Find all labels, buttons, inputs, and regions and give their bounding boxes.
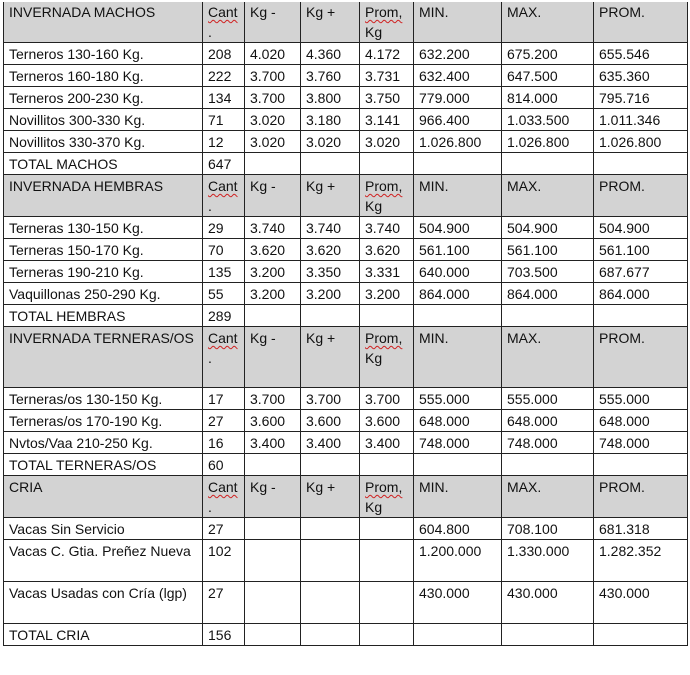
col-prom-kg: Prom, Kg [360,476,414,518]
row-min: 966.400 [414,109,502,131]
row-kg-min: 3.600 [245,410,301,432]
col-kg-max: Kg + [301,175,360,217]
row-min: 604.800 [414,518,502,540]
col-cant: Cant . [203,175,245,217]
total-value: 647 [203,153,245,175]
col-max: MAX. [502,327,594,388]
row-kg-max: 3.400 [301,432,360,454]
row-name: Terneras 130-150 Kg. [4,217,203,239]
row-kg-min: 3.700 [245,388,301,410]
table-row [4,432,688,454]
col-prom: PROM. [594,1,688,43]
col-prom-kg: Prom, Kg [360,1,414,43]
row-kg-min: 3.740 [245,217,301,239]
row-name: Terneras/os 170-190 Kg. [4,410,203,432]
row-name: Terneros 130-160 Kg. [4,43,203,65]
total-value: 289 [203,305,245,327]
row-kg-min [245,518,301,540]
row-min: 640.000 [414,261,502,283]
row-kg-min [245,540,301,582]
row-kg-min [245,582,301,624]
row-min: 504.900 [414,217,502,239]
table-row [4,65,688,87]
row-kg-max: 3.700 [301,388,360,410]
row-kg-min: 3.400 [245,432,301,454]
row-prom: 795.716 [594,87,688,109]
row-prom-kg: 3.620 [360,239,414,261]
table-row [4,582,688,624]
row-kg-max [301,540,360,582]
col-kg-max: Kg + [301,1,360,43]
row-prom-kg: 3.740 [360,217,414,239]
table-row [4,283,688,305]
row-cant: 208 [203,43,245,65]
col-min: MIN. [414,175,502,217]
row-min: 748.000 [414,432,502,454]
row-prom: 561.100 [594,239,688,261]
row-kg-max: 3.740 [301,217,360,239]
row-prom: 681.318 [594,518,688,540]
row-max: 648.000 [502,410,594,432]
row-min: 555.000 [414,388,502,410]
col-prom: PROM. [594,175,688,217]
col-cant: Cant . [203,327,245,388]
row-kg-max: 3.350 [301,261,360,283]
row-max: 708.100 [502,518,594,540]
row-cant: 29 [203,217,245,239]
row-kg-min: 4.020 [245,43,301,65]
row-kg-max: 3.180 [301,109,360,131]
row-kg-min: 3.200 [245,283,301,305]
table-row [4,518,688,540]
row-kg-max: 3.600 [301,410,360,432]
section-header [4,327,688,388]
row-kg-max [301,582,360,624]
row-kg-max: 3.760 [301,65,360,87]
row-prom-kg: 3.200 [360,283,414,305]
row-cant: 70 [203,239,245,261]
row-min: 648.000 [414,410,502,432]
row-prom-kg: 3.400 [360,432,414,454]
table-row [4,540,688,582]
row-max: 561.100 [502,239,594,261]
row-kg-min: 3.200 [245,261,301,283]
row-name: Terneras 150-170 Kg. [4,239,203,261]
row-kg-min: 3.020 [245,131,301,153]
col-kg-min: Kg - [245,175,301,217]
row-prom: 430.000 [594,582,688,624]
col-kg-max: Kg + [301,327,360,388]
col-min: MIN. [414,1,502,43]
row-prom-kg: 3.700 [360,388,414,410]
table-row [4,239,688,261]
row-prom-kg [360,518,414,540]
row-name: Novillitos 330-370 Kg. [4,131,203,153]
table-row [4,131,688,153]
col-min: MIN. [414,327,502,388]
col-prom-kg: Prom, Kg [360,175,414,217]
section-title: INVERNADA TERNERAS/OS [4,327,203,388]
row-prom: 648.000 [594,410,688,432]
row-cant: 222 [203,65,245,87]
row-kg-max [301,518,360,540]
row-max: 864.000 [502,283,594,305]
total-row [4,624,688,646]
row-name: Vacas C. Gtia. Preñez Nueva [4,540,203,582]
row-max: 814.000 [502,87,594,109]
col-max: MAX. [502,1,594,43]
row-name: Vacas Sin Servicio [4,518,203,540]
row-kg-min: 3.700 [245,65,301,87]
row-max: 555.000 [502,388,594,410]
row-prom-kg: 3.750 [360,87,414,109]
row-min: 632.400 [414,65,502,87]
row-kg-max: 3.200 [301,283,360,305]
col-prom: PROM. [594,327,688,388]
col-kg-min: Kg - [245,1,301,43]
total-value: 60 [203,454,245,476]
row-max: 748.000 [502,432,594,454]
row-name: Vacas Usadas con Cría (lgp) [4,582,203,624]
col-min: MIN. [414,476,502,518]
total-label: TOTAL TERNERAS/OS [4,454,203,476]
col-prom-kg: Prom, Kg [360,327,414,388]
row-name: Terneros 200-230 Kg. [4,87,203,109]
row-name: Terneras 190-210 Kg. [4,261,203,283]
col-kg-min: Kg - [245,327,301,388]
col-kg-max: Kg + [301,476,360,518]
table-row [4,217,688,239]
table-row [4,87,688,109]
row-kg-min: 3.700 [245,87,301,109]
row-name: Terneras/os 130-150 Kg. [4,388,203,410]
row-prom: 748.000 [594,432,688,454]
table-row [4,410,688,432]
row-max: 675.200 [502,43,594,65]
row-kg-min: 3.620 [245,239,301,261]
row-prom: 1.282.352 [594,540,688,582]
row-cant: 55 [203,283,245,305]
row-cant: 71 [203,109,245,131]
row-kg-max: 3.800 [301,87,360,109]
row-cant: 17 [203,388,245,410]
section-title: INVERNADA MACHOS [4,1,203,43]
row-cant: 27 [203,518,245,540]
total-row [4,454,688,476]
row-cant: 27 [203,410,245,432]
row-prom-kg: 3.020 [360,131,414,153]
row-cant: 27 [203,582,245,624]
row-prom-kg: 3.731 [360,65,414,87]
row-min: 430.000 [414,582,502,624]
row-name: Nvtos/Vaa 210-250 Kg. [4,432,203,454]
total-row [4,153,688,175]
section-title: INVERNADA HEMBRAS [4,175,203,217]
section-title: CRIA [4,476,203,518]
col-prom: PROM. [594,476,688,518]
row-prom: 1.011.346 [594,109,688,131]
row-max: 504.900 [502,217,594,239]
row-prom: 504.900 [594,217,688,239]
row-kg-min: 3.020 [245,109,301,131]
row-prom: 635.360 [594,65,688,87]
row-kg-max: 4.360 [301,43,360,65]
col-cant: Cant . [203,1,245,43]
row-min: 864.000 [414,283,502,305]
row-prom-kg: 3.600 [360,410,414,432]
row-cant: 135 [203,261,245,283]
row-kg-max: 3.620 [301,239,360,261]
table-row [4,261,688,283]
table-row [4,109,688,131]
row-prom-kg: 3.331 [360,261,414,283]
table-row [4,43,688,65]
row-prom: 687.677 [594,261,688,283]
table-row [4,388,688,410]
row-max: 1.033.500 [502,109,594,131]
row-min: 779.000 [414,87,502,109]
total-value: 156 [203,624,245,646]
row-max: 1.330.000 [502,540,594,582]
total-label: TOTAL CRIA [4,624,203,646]
row-name: Terneros 160-180 Kg. [4,65,203,87]
row-name: Novillitos 300-330 Kg. [4,109,203,131]
section-header [4,476,688,518]
row-prom-kg: 3.141 [360,109,414,131]
col-max: MAX. [502,175,594,217]
row-min: 561.100 [414,239,502,261]
row-prom: 1.026.800 [594,131,688,153]
row-prom: 555.000 [594,388,688,410]
col-max: MAX. [502,476,594,518]
row-cant: 12 [203,131,245,153]
row-prom: 655.546 [594,43,688,65]
row-min: 1.026.800 [414,131,502,153]
row-prom-kg [360,540,414,582]
price-sheet [3,0,688,646]
total-label: TOTAL MACHOS [4,153,203,175]
row-kg-max: 3.020 [301,131,360,153]
row-cant: 16 [203,432,245,454]
row-max: 703.500 [502,261,594,283]
row-min: 1.200.000 [414,540,502,582]
section-header [4,1,688,43]
price-table [3,0,688,646]
row-max: 430.000 [502,582,594,624]
page-edge [0,0,690,2]
row-name: Vaquillonas 250-290 Kg. [4,283,203,305]
row-min: 632.200 [414,43,502,65]
row-cant: 134 [203,87,245,109]
row-prom-kg [360,582,414,624]
section-header [4,175,688,217]
total-row [4,305,688,327]
total-label: TOTAL HEMBRAS [4,305,203,327]
row-max: 1.026.800 [502,131,594,153]
row-cant: 102 [203,540,245,582]
col-kg-min: Kg - [245,476,301,518]
row-prom-kg: 4.172 [360,43,414,65]
row-max: 647.500 [502,65,594,87]
col-cant: Cant . [203,476,245,518]
row-prom: 864.000 [594,283,688,305]
